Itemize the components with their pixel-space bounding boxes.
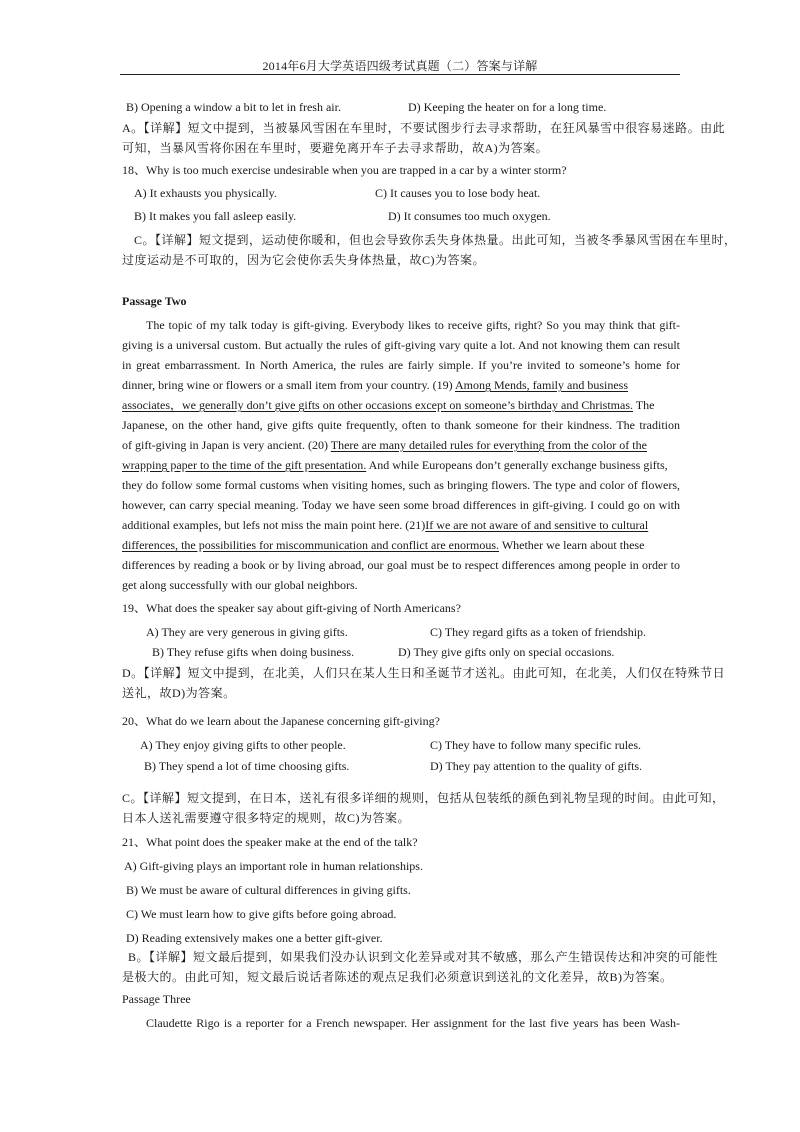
answer-explanation: B。【详解】短文最后提到，如果我们没办认识到文化差异或对其不敏感，那么产生错误传达和冲突的可能性 (128, 950, 719, 964)
passage-text: And while Europeans don’t generally exchange business gifts, (368, 458, 668, 472)
passage-line: Claudette Rigo is a reporter for a French newspaper. Her assignment for the last five years has been Wash- (146, 1016, 680, 1030)
answer-explanation: D。【详解】短文中提到，在北美，人们只在某人生日和圣诞节才送礼。由此可知，在北美，人们仅在特殊节日 (122, 666, 726, 680)
passage-line (122, 537, 644, 553)
answer-explanation: C。【详解】短文提到，在日本，送礼有很多详细的规则，包括从包装纸的颜色到礼物呈现的时间。由此可知， (122, 791, 725, 805)
option-d: D) They pay attention to the quality of gifts. (430, 759, 643, 773)
option-c: C) We must learn how to give gifts before going abroad. (126, 907, 397, 921)
underlined-key-sentence: There are many detailed rules for everything from the color of the (330, 438, 647, 452)
underlined-key-sentence: wrapping paper to the time of the gift presentation. (122, 458, 367, 472)
option-a: A) It exhausts you physically. (134, 186, 277, 200)
underlined-key-sentence: associates，we generally don’t give gifts on other occasions except on someone’s birthday and Christmas. (122, 398, 633, 412)
passage-line: in great embarrassment. In North America, the rules are fairly simple. If you’re invited to someone’s home for (122, 358, 680, 372)
answer-explanation: 送礼，故D)为答案。 (122, 686, 236, 700)
passage-line: differences by reading a book or by living abroad, our goal must be to respect differences among people in order to (122, 558, 680, 572)
option-c: C) They regard gifts as a token of friendship. (430, 625, 647, 639)
option-d: D) Keeping the heater on for a long time. (408, 100, 607, 114)
option-b: B) They spend a lot of time choosing gifts. (144, 759, 350, 773)
passage-text: Whether we learn about these (501, 538, 645, 552)
option-d: D) It consumes too much oxygen. (388, 209, 551, 223)
option-b: B) It makes you fall asleep easily. (134, 209, 297, 223)
passage-line (122, 437, 647, 453)
option-b: B) They refuse gifts when doing business. (152, 645, 355, 659)
passage-line (122, 397, 654, 413)
passage-line (122, 517, 648, 533)
underlined-key-sentence: If we are not aware of and sensitive to cultural (425, 518, 649, 532)
passage-line: Japanese, on the other hand, give gifts quite frequently, often to thank someone for their kindness. The tradition (122, 418, 680, 432)
option-b: B) We must be aware of cultural differences in giving gifts. (126, 883, 411, 897)
passage-line: however, can carry special meaning. Today we have seen some broad differences in gift-giving. I could go on with (122, 498, 680, 512)
passage-line (122, 377, 628, 393)
passage-text: dinner, bring wine or flowers or a small item from your country. (19) (122, 378, 453, 392)
passage-text: The (635, 398, 655, 412)
answer-explanation: A。【详解】短文中提到，当被暴风雪困在车里时，不要试图步行去寻求帮助，在狂风暴雪中很容易迷路。由此 (122, 121, 726, 135)
answer-explanation: 可知，当暴风雪将你困在车里时，要避免离开车子去寻求帮助，故A)为答案。 (122, 141, 549, 155)
underlined-key-sentence: differences, the possibilities for miscommunication and conflict are enormous. (122, 538, 500, 552)
option-a: A) They are very generous in giving gifts. (146, 625, 348, 639)
question-18: 18、Why is too much exercise undesirable when you are trapped in a car by a winter storm? (122, 163, 567, 177)
option-b: B) Opening a window a bit to let in fresh air. (126, 100, 341, 114)
page-header: 2014年6月大学英语四级考试真题（二）答案与详解 (262, 59, 538, 73)
question-19: 19、What does the speaker say about gift-giving of North Americans? (122, 601, 461, 615)
option-c: C) They have to follow many specific rules. (430, 738, 642, 752)
passage-text: additional examples, but lefs not miss the main point here. (21) (122, 518, 426, 532)
option-c: C) It causes you to lose body heat. (375, 186, 541, 200)
passage-line: giving is a universal custom. But actually the rules of gift-giving vary quite a lot. And not knowing them can result (122, 338, 680, 352)
passage-line: The topic of my talk today is gift-giving. Everybody likes to receive gifts, right? So you may think that gift- (146, 318, 680, 332)
option-d: D) Reading extensively makes one a better gift-giver. (126, 931, 383, 945)
underlined-key-sentence: Among Mends, family and business (455, 378, 628, 392)
passage-line: they do follow some formal customs when visiting homes, such as bringing flowers. The type and color of flowers, (122, 478, 680, 492)
passage-line (122, 457, 668, 473)
answer-explanation: C。【详解】短文提到，运动使你暖和，但也会导致你丢失身体热量。出此可知，当被冬季暴风雪困在车里时， (134, 233, 737, 247)
option-d: D) They give gifts only on special occasions. (398, 645, 615, 659)
answer-explanation: 过度运动是不可取的，因为它会使你丢失身体热量，故C)为答案。 (122, 253, 486, 267)
question-21: 21、What point does the speaker make at the end of the talk? (122, 835, 418, 849)
section-heading: Passage Three (122, 992, 191, 1006)
answer-explanation: 是极大的。由此可知，短文最后说话者陈述的观点足我们必须意识到送礼的文化差异，故B)为答案。 (122, 970, 673, 984)
passage-line: get along successfully with our global neighbors. (122, 578, 358, 592)
section-heading: Passage Two (122, 294, 187, 308)
option-a: A) Gift-giving plays an important role in human relationships. (124, 859, 423, 873)
header-rule (120, 74, 680, 75)
question-20: 20、What do we learn about the Japanese concerning gift-giving? (122, 714, 440, 728)
option-a: A) They enjoy giving gifts to other people. (140, 738, 346, 752)
answer-explanation: 日本人送礼需要遵守很多特定的规则，故C)为答案。 (122, 811, 411, 825)
passage-text: of gift-giving in Japan is very ancient. (20) (122, 438, 328, 452)
